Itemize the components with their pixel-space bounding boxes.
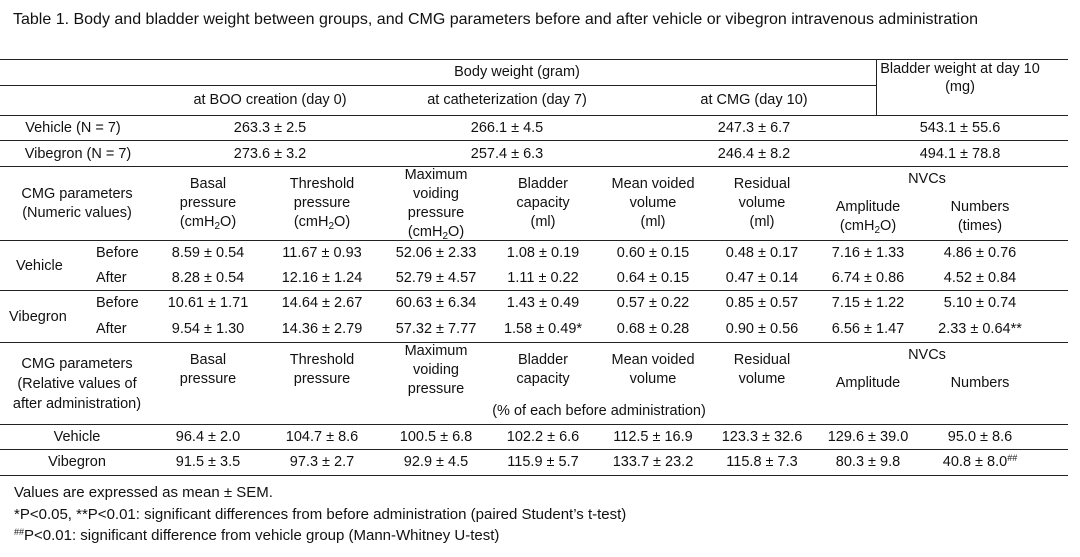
cell: 4.86 ± 0.76	[943, 245, 1017, 261]
rel-col-header-amplitude: Amplitude	[835, 375, 901, 391]
col-header-basal-text: Basal pressure	[179, 176, 237, 211]
unit-cmh2o: (cmH$_2$O)	[179, 214, 237, 232]
unit-cmh2o: (cmH$_2$O)	[293, 214, 351, 232]
cell: 11.67 ± 0.93	[282, 245, 362, 261]
footnote-mean-sem: Values are expressed as mean ± SEM.	[14, 484, 273, 501]
cell: 6.74 ± 0.86	[831, 270, 905, 286]
cell: 1.08 ± 0.19	[506, 245, 580, 261]
group-label-vehicle: Vehicle	[16, 258, 63, 274]
cell: 52.06 ± 2.33	[395, 245, 477, 261]
cell: 0.48 ± 0.17	[725, 245, 799, 261]
cell: 5.10 ± 0.74	[943, 295, 1017, 311]
cell: 100.5 ± 6.8	[399, 429, 473, 445]
col-header-basal	[180, 175, 236, 232]
cell: 123.3 ± 32.6	[721, 429, 803, 445]
row-label: Vehicle	[53, 429, 101, 445]
cell: 247.3 ± 6.7	[717, 120, 791, 136]
rel-col-header-threshold: Threshold pressure	[289, 352, 355, 387]
cell: 0.68 ± 0.28	[616, 321, 690, 337]
cell: 102.2 ± 6.6	[506, 429, 580, 445]
cell: 0.57 ± 0.22	[616, 295, 690, 311]
unit-cmh2o: (cmH$_2$O)	[839, 218, 897, 236]
cell: 95.0 ± 8.6	[947, 429, 1013, 445]
cell: 97.3 ± 2.7	[289, 454, 355, 470]
phase-label: After	[96, 321, 127, 337]
cell: 8.28 ± 0.54	[171, 270, 245, 286]
cell: 273.6 ± 3.2	[233, 146, 307, 162]
unit-cmh2o: (cmH$_2$O)	[407, 224, 465, 242]
cell: 4.52 ± 0.84	[943, 270, 1017, 286]
cell: 543.1 ± 55.6	[919, 120, 1001, 136]
cell: 91.5 ± 3.5	[175, 454, 241, 470]
col-header-capacity: Bladder capacity (ml)	[516, 176, 570, 230]
cell: 80.3 ± 9.8	[835, 454, 901, 470]
cell: 129.6 ± 39.0	[827, 429, 909, 445]
rel-col-header-mean-voided: Mean voided volume	[611, 352, 695, 387]
phase-label: After	[96, 270, 127, 286]
cell: 0.47 ± 0.14	[725, 270, 799, 286]
phase-label: Before	[96, 245, 139, 261]
rel-col-header-numbers: Numbers	[950, 375, 1010, 391]
cell: 7.16 ± 1.33	[831, 245, 905, 261]
col-header-mean-voided: Mean voided volume (ml)	[611, 176, 695, 230]
cell: 266.1 ± 4.5	[470, 120, 544, 136]
cell: 7.15 ± 1.22	[831, 295, 905, 311]
rule-under-body-weight	[0, 85, 876, 86]
footnote-paired-test: *P<0.05, **P<0.01: significant differences from before administration (paired Student’s t-test)	[14, 506, 627, 523]
cell: 133.7 ± 23.2	[612, 454, 694, 470]
cmg-relative-label: CMG parameters (Relative values of after administration)	[12, 356, 142, 412]
cell: 0.64 ± 0.15	[616, 270, 690, 286]
cell: 104.7 ± 8.6	[285, 429, 359, 445]
rel-unit-note: (% of each before administration)	[492, 403, 706, 419]
col-header-nvcs: NVCs	[908, 171, 946, 187]
cell: 60.63 ± 6.34	[395, 295, 477, 311]
cell: 263.3 ± 2.5	[233, 120, 307, 136]
cell: 246.4 ± 8.2	[717, 146, 791, 162]
cell: 92.9 ± 4.5	[403, 454, 469, 470]
cell: 40.8 ± 8.0##	[942, 453, 1018, 470]
rule-relative-row-1	[0, 449, 1068, 450]
col-header-cmg: at CMG (day 10)	[700, 92, 808, 108]
rule-under-cmg-numeric-header	[0, 240, 1068, 241]
cell: 1.11 ± 0.22	[507, 270, 579, 286]
cell: 257.4 ± 6.3	[470, 146, 544, 162]
footnote-mann-whitney: ##P<0.01: significant difference from vehicle group (Mann-Whitney U-test)	[14, 527, 500, 544]
rel-col-header-nvcs: NVCs	[908, 347, 946, 363]
cell: 52.79 ± 4.57	[395, 270, 477, 286]
rule-weight-row-1	[0, 140, 1068, 141]
rule-under-numeric-rows	[0, 342, 1068, 343]
col-header-maximum-text: Maximum voiding pressure	[404, 167, 468, 221]
cell: 494.1 ± 78.8	[919, 146, 1001, 162]
col-header-threshold-text: Threshold pressure	[289, 176, 355, 211]
cell: 0.85 ± 0.57	[725, 295, 799, 311]
table-title: Table 1. Body and bladder weight between groups, and CMG parameters before and after vehicle or vibegron intravenous administration	[13, 11, 979, 28]
cell: 96.4 ± 2.0	[175, 429, 241, 445]
group-label-vibegron: Vibegron	[9, 309, 67, 325]
cell: 9.54 ± 1.30	[171, 321, 245, 337]
rel-col-header-basal: Basal pressure	[179, 352, 237, 387]
rule-under-relative-header	[0, 424, 1068, 425]
cell: 8.59 ± 0.54	[171, 245, 245, 261]
bladder-weight-header: Bladder weight at day 10 (mg)	[880, 61, 1040, 95]
cell: 12.16 ± 1.24	[281, 270, 363, 286]
cell: 0.60 ± 0.15	[616, 245, 690, 261]
row-label: Vibegron (N = 7)	[24, 146, 132, 162]
cmg-numeric-label: CMG parameters (Numeric values)	[21, 186, 133, 221]
cell: 2.33 ± 0.64**	[938, 321, 1022, 337]
col-header-threshold	[290, 175, 354, 232]
cell: 112.5 ± 16.9	[613, 429, 693, 445]
cell: 1.58 ± 0.49*	[503, 321, 583, 337]
cell: 6.56 ± 1.47	[831, 321, 905, 337]
cell: 1.43 ± 0.49	[506, 295, 580, 311]
col-header-amplitude-text: Amplitude	[835, 199, 901, 215]
cell: 10.61 ± 1.71	[167, 295, 249, 311]
cell: 115.9 ± 5.7	[507, 454, 579, 470]
significance-mark: ##	[1007, 453, 1018, 463]
rule-under-weight-header	[0, 115, 1068, 116]
cell: 115.8 ± 7.3	[726, 454, 798, 470]
cell: 14.64 ± 2.67	[281, 295, 363, 311]
col-header-residual: Residual volume (ml)	[733, 176, 791, 230]
cell: 14.36 ± 2.79	[281, 321, 363, 337]
phase-label: Before	[96, 295, 139, 311]
cell: 57.32 ± 7.77	[395, 321, 477, 337]
rule-weight-row-2	[0, 166, 1068, 167]
col-header-amplitude	[836, 198, 900, 236]
col-header-numbers: Numbers (times)	[950, 199, 1010, 234]
col-header-catheterization: at catheterization (day 7)	[427, 92, 587, 108]
col-header-maximum	[405, 166, 468, 242]
rule-bottom	[0, 475, 1068, 476]
col-header-boo: at BOO creation (day 0)	[193, 92, 347, 108]
row-label: Vibegron	[48, 454, 106, 470]
body-weight-header: Body weight (gram)	[454, 64, 580, 80]
row-label: Vehicle (N = 7)	[25, 120, 121, 136]
rule-vehicle-vibegron	[0, 290, 1068, 291]
rel-col-header-residual: Residual volume	[733, 352, 791, 387]
rel-col-header-capacity: Bladder capacity	[516, 352, 570, 387]
cell: 0.90 ± 0.56	[725, 321, 799, 337]
rel-col-header-maximum: Maximum voiding pressure	[404, 343, 468, 397]
